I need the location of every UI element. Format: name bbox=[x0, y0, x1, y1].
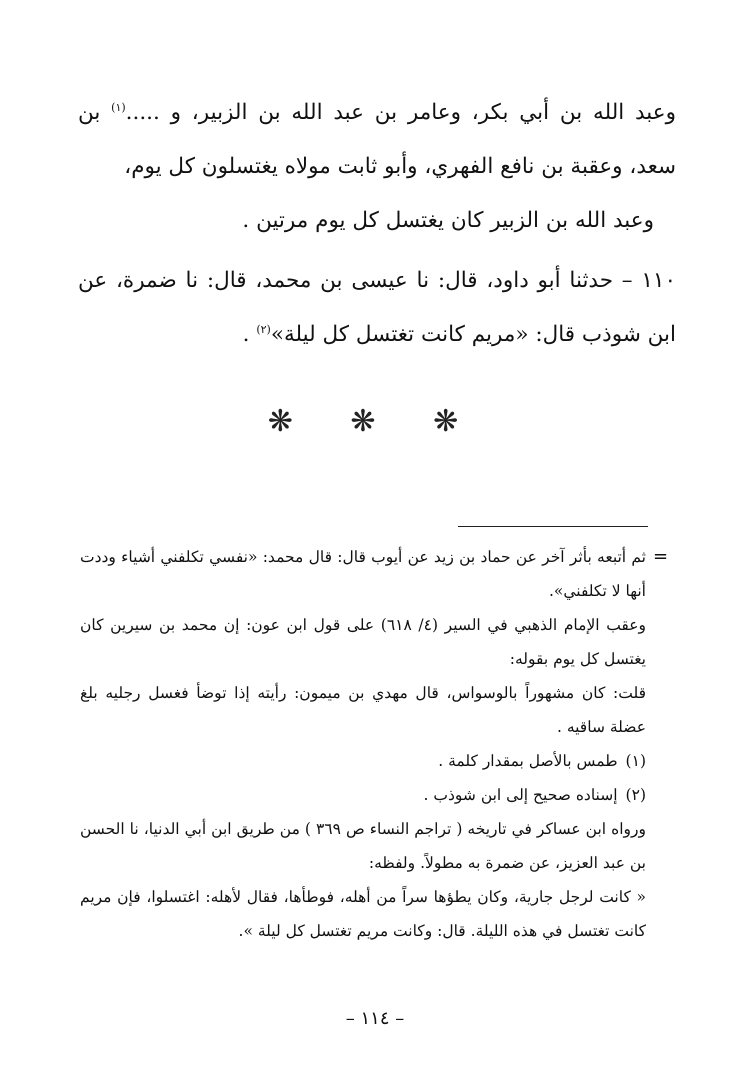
main-text bbox=[78, 86, 676, 362]
footnote-continuation-3: قلت: كان مشهوراً بالوسواس، قال مهدي بن ميمون: رأيته إذا توضأ فغسل رجليه بلغ عضلة ساقيه . bbox=[80, 684, 646, 736]
footnote-1-number: (١) bbox=[625, 752, 646, 770]
section-separator: ❋ ❋ ❋ bbox=[267, 404, 483, 439]
footnote-2-number: (٢) bbox=[625, 786, 646, 804]
main-paragraph-2: وعبد الله بن الزبير كان يغتسل كل يوم مرتين . bbox=[242, 208, 654, 233]
footnote-marker-1: (١) bbox=[111, 100, 126, 114]
continuation-mark: = bbox=[653, 546, 669, 567]
page-number: – ١١٤ – bbox=[345, 1008, 405, 1029]
footnote-rule bbox=[458, 526, 648, 527]
main-text-segment: ١١٠ – حدثنا أبو داود، قال: نا عيسى بن محمد، قال: نا ضمرة، عن bbox=[78, 268, 676, 293]
main-text-segment: . bbox=[242, 322, 257, 347]
main-text-segment: بن سعد، bbox=[78, 100, 676, 179]
footnotes bbox=[80, 540, 646, 948]
footnote-continuation-1: ثم أتبعه بأثر آخر عن حماد بن زيد عن أيوب قال: قال محمد: «نفسي تكلفني أشياء وددت أنها لا تكلفني». bbox=[80, 548, 646, 600]
footnote-2-paragraph-3: « كانت لرجل جارية، وكان يطؤها سراً من أهله، فوطأها، فقال لأهله: اغتسلوا، فإن مريم كانت تغتسل في هذه الليلة. قال: وكانت مريم تغتسل كل ليلة ». bbox=[80, 888, 646, 940]
main-text-segment: ابن شوذب قال: «مريم كانت تغتسل كل ليلة» bbox=[270, 322, 676, 347]
main-text-segment: وعقبة بن نافع الفهري، وأبو ثابت مولاه يغتسلون كل يوم، bbox=[124, 154, 623, 179]
footnote-marker-2: (٢) bbox=[256, 322, 271, 336]
footnote-2-paragraph-2: ورواه ابن عساكر في تاريخه ( تراجم النساء ص ٣٦٩ ) من طريق ابن أبي الدنيا، نا الحسن بن عبد العزيز، عن ضمرة به مطولاً. ولفظه: bbox=[80, 820, 646, 872]
footnote-2-text: إسناده صحيح إلى ابن شوذب . bbox=[423, 786, 618, 804]
main-paragraph-3 bbox=[78, 254, 676, 362]
footnote-1-text: طمس بالأصل بمقدار كلمة . bbox=[438, 752, 618, 770]
footnote-continuation-2: وعقب الإمام الذهبي في السير (٤/ ٦١٨) على قول ابن عون: إن محمد بن سيرين كان يغتسل كل يوم بقوله: bbox=[80, 616, 646, 668]
footnote-2 bbox=[80, 778, 646, 812]
footnote-1 bbox=[80, 744, 646, 778]
main-paragraph-1 bbox=[78, 86, 676, 194]
main-text-segment: وعبد الله بن أبي بكر، وعامر بن عبد الله بن الزبير، و ..... bbox=[125, 100, 676, 125]
